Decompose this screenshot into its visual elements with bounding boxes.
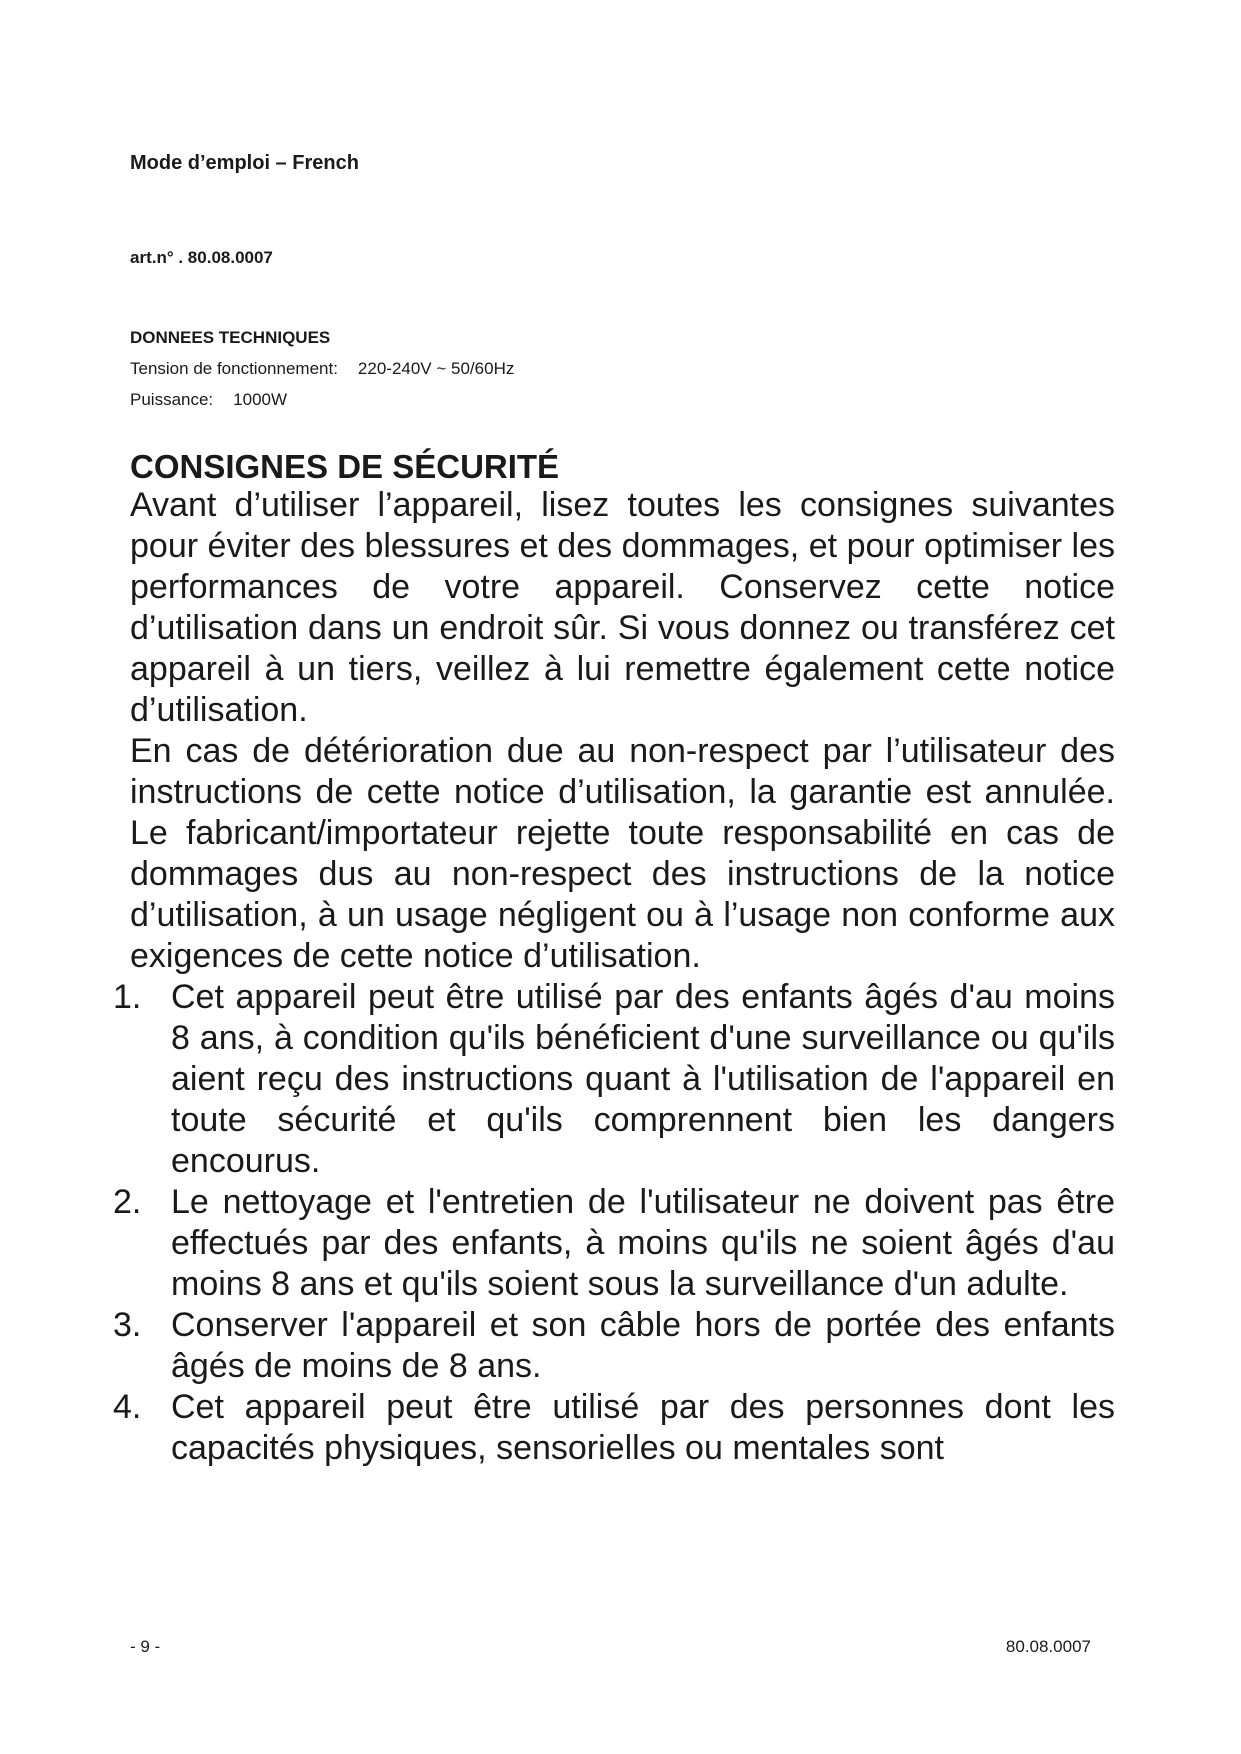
list-item [113, 1182, 1115, 1305]
manual-language-line: Mode d’emploi – French [130, 152, 359, 174]
technical-data-section [130, 322, 514, 415]
safety-paragraph: Avant d’utiliser l’appareil, lisez toutes les consignes suivantes pour éviter des blessures et des dommages, et pour optimiser les performances de votre appareil. Conservez cette notice d’utilisation dans un endroit sûr. Si vous donnez ou transférez cet appareil à un tiers, veillez à lui remettre également cette notice d’utilisation. [130, 486, 1115, 729]
list-item-number: 3. [113, 1306, 142, 1344]
list-item-number: 1. [113, 978, 142, 1016]
list-item [113, 1387, 1115, 1469]
list-item [113, 977, 1115, 1182]
power-row [130, 384, 514, 415]
power-value: 1000W [233, 390, 288, 409]
list-item-number: 2. [113, 1183, 142, 1221]
voltage-label: Tension de fonctionnement: [130, 359, 338, 378]
voltage-value: 220-240V ~ 50/60Hz [357, 359, 515, 378]
safety-list [113, 977, 1115, 1469]
article-number: art.n° . 80.08.0007 [130, 248, 273, 267]
list-item-text: Cet appareil peut être utilisé par des personnes dont les capacités physiques, sensorielles ou mentales sont [171, 1388, 1115, 1467]
safety-title: CONSIGNES DE SÉCURITÉ [130, 448, 560, 485]
list-item-text: Conserver l'appareil et son câble hors de portée des enfants âgés de moins de 8 ans. [171, 1306, 1115, 1385]
list-item [113, 1305, 1115, 1387]
safety-body [113, 485, 1115, 1469]
power-label: Puissance: [130, 390, 214, 409]
page-number: - 9 - [130, 1637, 161, 1656]
list-item-text: Le nettoyage et l'entretien de l'utilisateur ne doivent pas être effectués par des enfants, à moins qu'ils ne soient âgés d'au moins 8 ans et qu'ils soient sous la surveillance d'un adulte. [171, 1183, 1115, 1303]
safety-paragraph: En cas de détérioration due au non-respect par l’utilisateur des instructions de cette notice d’utilisation, la garantie est annulée. Le fabricant/importateur rejette toute responsabilité en cas de dommages dus au non-respect des instructions de la notice d’utilisation, à un usage négligent ou à l’usage non conforme aux exigences de cette notice d’utilisation. [130, 732, 1115, 975]
voltage-row [130, 353, 514, 384]
technical-data-heading: DONNEES TECHNIQUES [130, 328, 331, 347]
list-item-text: Cet appareil peut être utilisé par des enfants âgés d'au moins 8 ans, à condition qu'ils bénéficient d'une surveillance ou qu'ils aient reçu des instructions quant à l'utilisation de l'appareil en toute sécurité et qu'ils comprennent bien les dangers encourus. [171, 978, 1115, 1180]
footer-article-code: 80.08.0007 [1005, 1637, 1091, 1656]
list-item-number: 4. [113, 1388, 142, 1426]
